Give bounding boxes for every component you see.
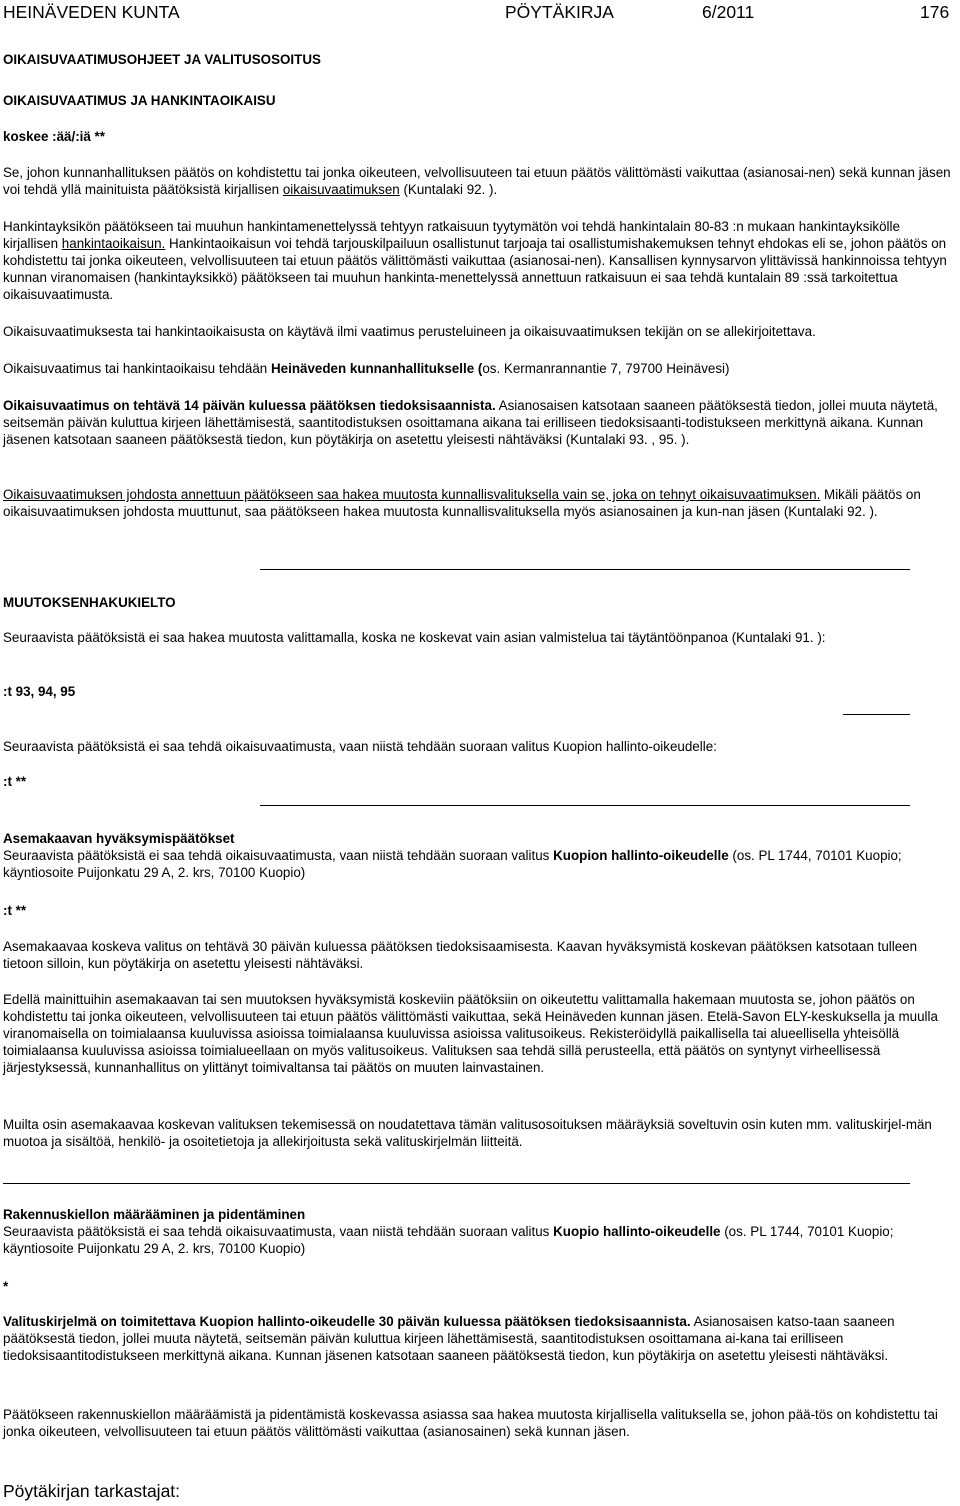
paragraph-appeal-after-correction: Oikaisuvaatimuksen johdosta annettuun päätökseen saa hakea muutosta kunnallisvalituksella vain se, joka on tehnyt oikaisuvaatimuksen. Mikäli päätös on oikaisuvaatimuksen johdosta muuttunut, saa päätökseen hakea muutosta kunnallisvalituksella myös asianosainen ja kun-nan jäsen (Kuntalaki 92. ). bbox=[3, 487, 921, 519]
divider bbox=[843, 714, 910, 715]
paragraph-asemakaava-right: Edellä mainittuihin asemakaavan tai sen muutoksen hyväksymistä koskeviin päätöksiin on oikeutettu valittamalla hakemaan muutosta se, johon päätös on kohdistettu tai jonka oikeuteen, velvollisuuteen tai etuun päätös välittömästi vaikuttaa, sekä Heinäveden kunnan jäsen. Etelä-Savon ELY-keskuksella ja muulla viranomaisella on toimialaansa kuuluvissa asioissa toimialaansa kuuluvissa asioissa valitusoikeus. Rekisteröidyllä paikallisella tai alueellisella yhteisöllä toimialaansa kuuluvissa asioissa toimialueellaan on myös valitusoikeus. Valituksen saa tehdä sillä perusteella, että päätös on syntynyt virheellisessä järjestyksessä, kunnanhallitus on ylittänyt toimivaltansa tai päätös on muuten lainvastainen. bbox=[3, 992, 938, 1075]
subsection-title-oikaisuvaatimus: OIKAISUVAATIMUS JA HANKINTAOIKAISU bbox=[3, 93, 276, 108]
applies-to-line: koskee :ää/:iä ** bbox=[3, 129, 105, 144]
paragraph-hankintaoikaisu: Hankintayksikön päätökseen tai muuhun hankintamenettelyssä tehtyyn ratkaisuun tyytymätön voi tehdä hankintalain 80-83 :n mukaan hankintayksikölle kirjallisen hankintaoikaisun. Hankintaoikaisun voi tehdä tarjouskilpailuun osallistunut tarjoaja tai osallistumishakemuksen tehnyt ehdokas eli se, johon päätös on kohdistettu tai jonka oikeuteen, velvollisuuteen tai etuun päätös välittömästi vaikuttaa (asianosai-nen). Kansallisen kynnysarvon ylittävissä hankinnoissa tehtyyn kunnan viranomaisen (hankintayksikkö) päätökseen tai muuhun hankinta-menettelyssä annettuun ratkaisuun ei saa tehdä kuntalain 89 :ssä tarkoitettua oikaisuvaatimusta. bbox=[3, 219, 947, 302]
paragraph-rakennuskielto-deadline: Valituskirjelmä on toimitettava Kuopion hallinto-oikeudelle 30 päivän kuluessa päätöksen tiedoksisaannista. Asianosaisen katso-taan saaneen päätöksestä tiedon, jollei muuta näytetä, seitsemän päivän kuluttua kirjeen lähettämisestä, saantitodistuksen osoittamana ai-kana tai erilliseen tiedoksisaantitodistukseen merkittynä aikana. Kunnan jäsenen katsotaan saaneen päätöksestä tiedon, kun pöytäkirja on asetettu yleisesti nähtäväksi. bbox=[3, 1314, 895, 1363]
direct-appeal-items: :t ** bbox=[3, 774, 27, 789]
oikaisuvaatimus-link: oikaisuvaatimuksen bbox=[282, 182, 400, 197]
page-header bbox=[0, 0, 960, 26]
divider bbox=[260, 569, 910, 570]
no-appeal-items: :t 93, 94, 95 bbox=[3, 684, 76, 699]
paragraph-oikaisuvaatimus-right: Se, johon kunnanhallituksen päätös on kohdistettu tai jonka oikeuteen, velvollisuuteen tai etuun päätös välittömästi vaikuttaa (asianosai-nen) sekä kunnan jäsen voi tehdä yllä mainituista päätöksistä kirjallisen oikaisuvaatimuksen (Kuntalaki 92. ). bbox=[3, 165, 951, 197]
divider bbox=[260, 805, 910, 806]
minutes-reviewers-label: Pöytäkirjan tarkastajat: bbox=[3, 1481, 181, 1501]
paragraph-asemakaava-deadline: Asemakaavaa koskeva valitus on tehtävä 30 päivän kuluessa päätöksen tiedoksisaamisesta. Kaavan hyväksymistä koskevan päätöksen katsotaan tulleen tietoon silloin, kun pöytäkirja on asetettu yleisesti nähtäväksi. bbox=[3, 939, 918, 971]
paragraph-direct-appeal: Seuraavista päätöksistä ei saa tehdä oikaisuvaatimusta, vaan niistä tehdään suoraan valitus Kuopion hallinto-oikeudelle: bbox=[3, 739, 717, 754]
paragraph-rakennuskielto-right: Päätökseen rakennuskiellon määräämistä ja pidentämistä koskevassa asiassa saa hakea muutosta kirjallisella valituksella se, johon pää-tös on kohdistettu tai jonka oikeuteen, velvollisuuteen tai etuun päätös välittömästi vaikuttaa (asianosainen) sekä kunnan jäsen. bbox=[3, 1407, 938, 1439]
divider bbox=[3, 1183, 910, 1184]
asemakaava-items: :t ** bbox=[3, 903, 27, 918]
paragraph-rakennuskielto-appeal: Seuraavista päätöksistä ei saa tehdä oikaisuvaatimusta, vaan niistä tehdään suoraan valitus Kuopio hallinto-oikeudelle (os. PL 1744, 70101 Kuopio; käyntiosoite Puijonkatu 29 A, 2. krs, 70100 Kuopio) bbox=[3, 1224, 894, 1256]
section-title-rakennuskielto: Rakennuskiellon määrääminen ja pidentäminen bbox=[3, 1207, 306, 1222]
paragraph-submission-address: Oikaisuvaatimus tai hankintaoikaisu tehdään Heinäveden kunnanhallitukselle (os. Kermanrannantie 7, 79700 Heinävesi) bbox=[3, 361, 730, 376]
paragraph-no-appeal: Seuraavista päätöksistä ei saa hakea muutosta valittamalla, koska ne koskevat vain asian valmistelua tai täytäntöönpanoa (Kuntalaki 91. ): bbox=[3, 630, 826, 645]
municipality-name: HEINÄVEDEN KUNTA bbox=[3, 2, 180, 22]
page-number: 176 bbox=[920, 2, 950, 22]
issue-number: 6/2011 bbox=[702, 2, 755, 22]
hankintaoikaisu-link: hankintaoikaisun. bbox=[61, 236, 166, 251]
section-title-oikaisuvaatimusohjeet: OIKAISUVAATIMUSOHJEET JA VALITUSOSOITUS bbox=[3, 52, 321, 67]
paragraph-content-requirements: Oikaisuvaatimuksesta tai hankintaoikaisusta on käytävä ilmi vaatimus perusteluineen ja oikaisuvaatimuksen tekijän on se allekirjoitettava. bbox=[3, 324, 816, 339]
section-title-asemakaava: Asemakaavan hyväksymispäätökset bbox=[3, 831, 235, 846]
section-title-muutoksenhakukielto: MUUTOKSENHAKUKIELTO bbox=[3, 595, 176, 610]
paragraph-asemakaava-other: Muilta osin asemakaavaa koskevan valituksen tekemisessä on noudatettava tämän valitusosoituksen määräyksiä soveltuvin osin kuten mm. valituskirjel-män muotoa ja sisältöä, henkilö- ja osoitetietoja ja allekirjoitusta sekä valituskirjelmän liitteitä. bbox=[3, 1117, 932, 1149]
paragraph-deadline: Oikaisuvaatimus on tehtävä 14 päivän kuluessa päätöksen tiedoksisaannista. Asianosaisen katsotaan saaneen päätöksestä tiedon, jollei muuta näytetä, seitsemän päivän kuluttua kirjeen lähettämisestä, saantitodistuksen osoittamana aikana tai erilliseen tiedoksisaanti-todistukseen merkittynä aikana. Kunnan jäsenen katsotaan saaneen päätöksestä tiedon, kun pöytäkirja on asetettu yleisesti nähtäväksi (Kuntalaki 93. , 95. ). bbox=[3, 398, 938, 447]
rakennuskielto-items: * bbox=[3, 1279, 9, 1294]
paragraph-asemakaava-appeal: Seuraavista päätöksistä ei saa tehdä oikaisuvaatimusta, vaan niistä tehdään suoraan valitus Kuopion hallinto-oikeudelle (os. PL 1744, 70101 Kuopio; käyntiosoite Puijonkatu 29 A, 2. krs, 70100 Kuopio) bbox=[3, 848, 902, 880]
document-type: PÖYTÄKIRJA bbox=[505, 2, 614, 22]
